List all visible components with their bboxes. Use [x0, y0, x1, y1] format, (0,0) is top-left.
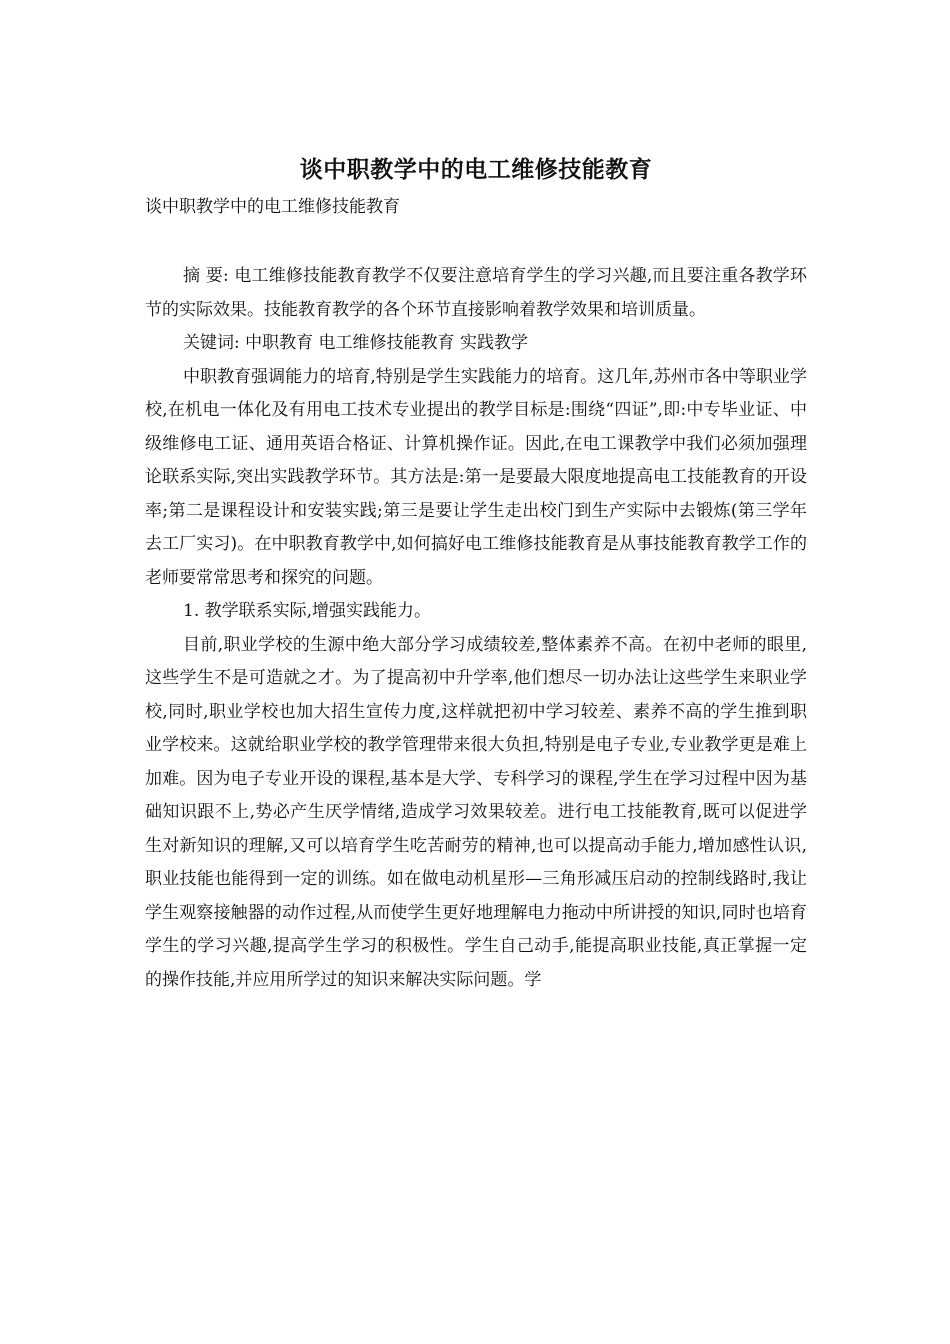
document-subtitle: 谈中职教学中的电工维修技能教育	[145, 197, 400, 217]
abstract-label: 摘 要:	[183, 266, 229, 286]
abstract-text: 电工维修技能教育教学不仅要注意培育学生的学习兴趣,而且要注重各教学环节的实际效果。技能教育教学的各个环节直接影响着教学效果和培训质量。	[145, 266, 807, 320]
keywords-text: 中职教育 电工维修技能教育 实践教学	[245, 333, 528, 353]
keywords-paragraph	[145, 327, 807, 361]
spacer	[145, 224, 807, 260]
abstract-paragraph	[145, 260, 807, 327]
section-heading-1: 1. 教学联系实际,增强实践能力。	[183, 601, 432, 621]
body-paragraph-intro: 中职教育强调能力的培育,特别是学生实践能力的培育。这几年,苏州市各中等职业学校,在机电一体化及有用电工技术专业提出的教学目标是:围绕“四证”,即:中专毕业证、中级维修电工证、通用英语合格证、计算机操作证。因此,在电工课教学中我们必须加强理论联系实际,突出实践教学环节。其方法是:第一是要最大限度地提高电工技能教育的开设率;第二是课程设计和安装实践;第三是要让学生走出校门到生产实际中去锻炼(第三学年去工厂实习)。在中职教育教学中,如何搞好电工维修技能教育是从事技能教育教学工作的老师要常常思考和探究的问题。	[145, 366, 807, 588]
body-paragraph-section-1: 目前,职业学校的生源中绝大部分学习成绩较差,整体素养不高。在初中老师的眼里,这些学生不是可造就之才。为了提高初中升学率,他们想尽一切办法让这些学生来职业学校,同时,职业学校也加大招生宣传力度,这样就把初中学习较差、素养不高的学生推到职业学校来。这就给职业学校的教学管理带来很大负担,特别是电子专业,专业教学更是难上加难。因为电子专业开设的课程,基本是大学、专科学习的课程,学生在学习过程中因为基础知识跟不上,势必产生厌学情绪,造成学习效果较差。进行电工技能教育,既可以促进学生对新知识的理解,又可以培育学生吃苦耐劳的精神,也可以提高动手能力,增加感性认识,职业技能也能得到一定的训练。如在做电动机星形—三角形减压启动的控制线路时,我让学生观察接触器的动作过程,从而使学生更好地理解电力拖动中所讲授的知识,同时也培育学生的学习兴趣,提高学生学习的积极性。学生自己动手,能提高职业技能,真正掌握一定的操作技能,并应用所学过的知识来解决实际问题。学	[145, 634, 807, 990]
document-page	[145, 150, 807, 997]
document-title: 谈中职教学中的电工维修技能教育	[299, 157, 653, 183]
keywords-label: 关键词:	[183, 333, 240, 353]
